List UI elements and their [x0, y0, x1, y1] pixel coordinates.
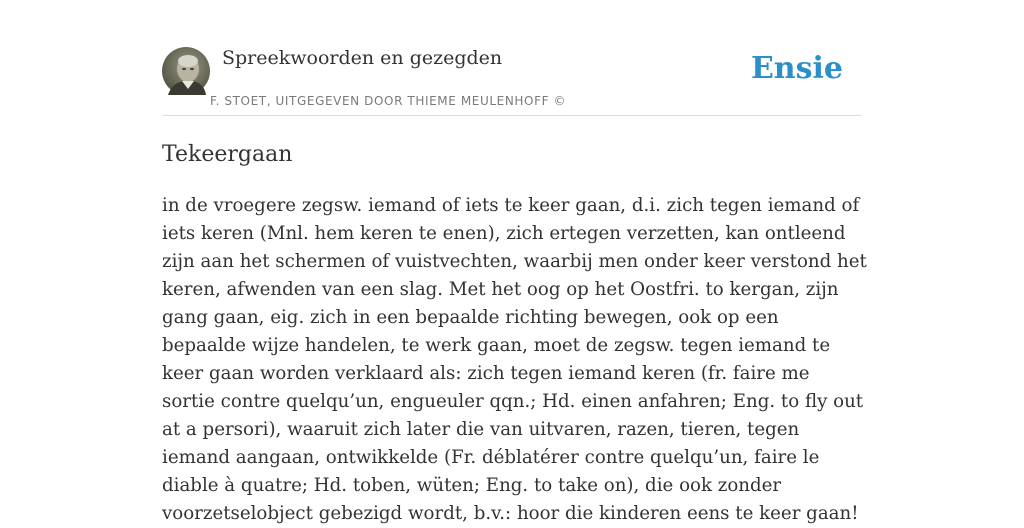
entry-title: Tekeergaan: [162, 142, 293, 167]
book-title-link[interactable]: Spreekwoorden en gezegden: [222, 47, 503, 69]
header-divider: [162, 115, 862, 116]
book-credit: F. STOET, UITGEGEVEN DOOR THIEME MEULENHOFF ©: [210, 94, 567, 108]
portrait-photo-icon: [162, 47, 210, 95]
entry-body: in de vroegere zegsw. iemand of iets te keer gaan, d.i. zich tegen iemand of iets keren (Mnl. hem keren te enen), zich ertegen verzetten, kan ontleend zijn aan het schermen of vuistvechten, waarbij men onder keer verstond het keren, afwenden van een slag. Met het oog op het Oostfri. to kergan, zijn gang gaan, eig. zich in een bepaalde richting bewegen, ook op een bepaalde wijze handelen, te werk gaan, moet de zegsw. tegen iemand te keer gaan worden verklaard als: zich tegen iemand keren (fr. faire me sortie contre quelqu’un, engueuler qqn.; Hd. einen anfahren; Eng. to fly out at a persori), waaruit zich later die van uitvaren, razen, tieren, tegen iemand aangaan, ontwikkelde (Fr. déblatérer contre quelqu’un, faire le diable à quatre; Hd. toben, wüten; Eng. to take on), die ook zonder voorzetselobject gebezigd wordt, b.v.: hoor die kinderen eens te keer gaan!: [162, 195, 867, 524]
ensie-logo-link[interactable]: Ensie: [750, 51, 843, 86]
